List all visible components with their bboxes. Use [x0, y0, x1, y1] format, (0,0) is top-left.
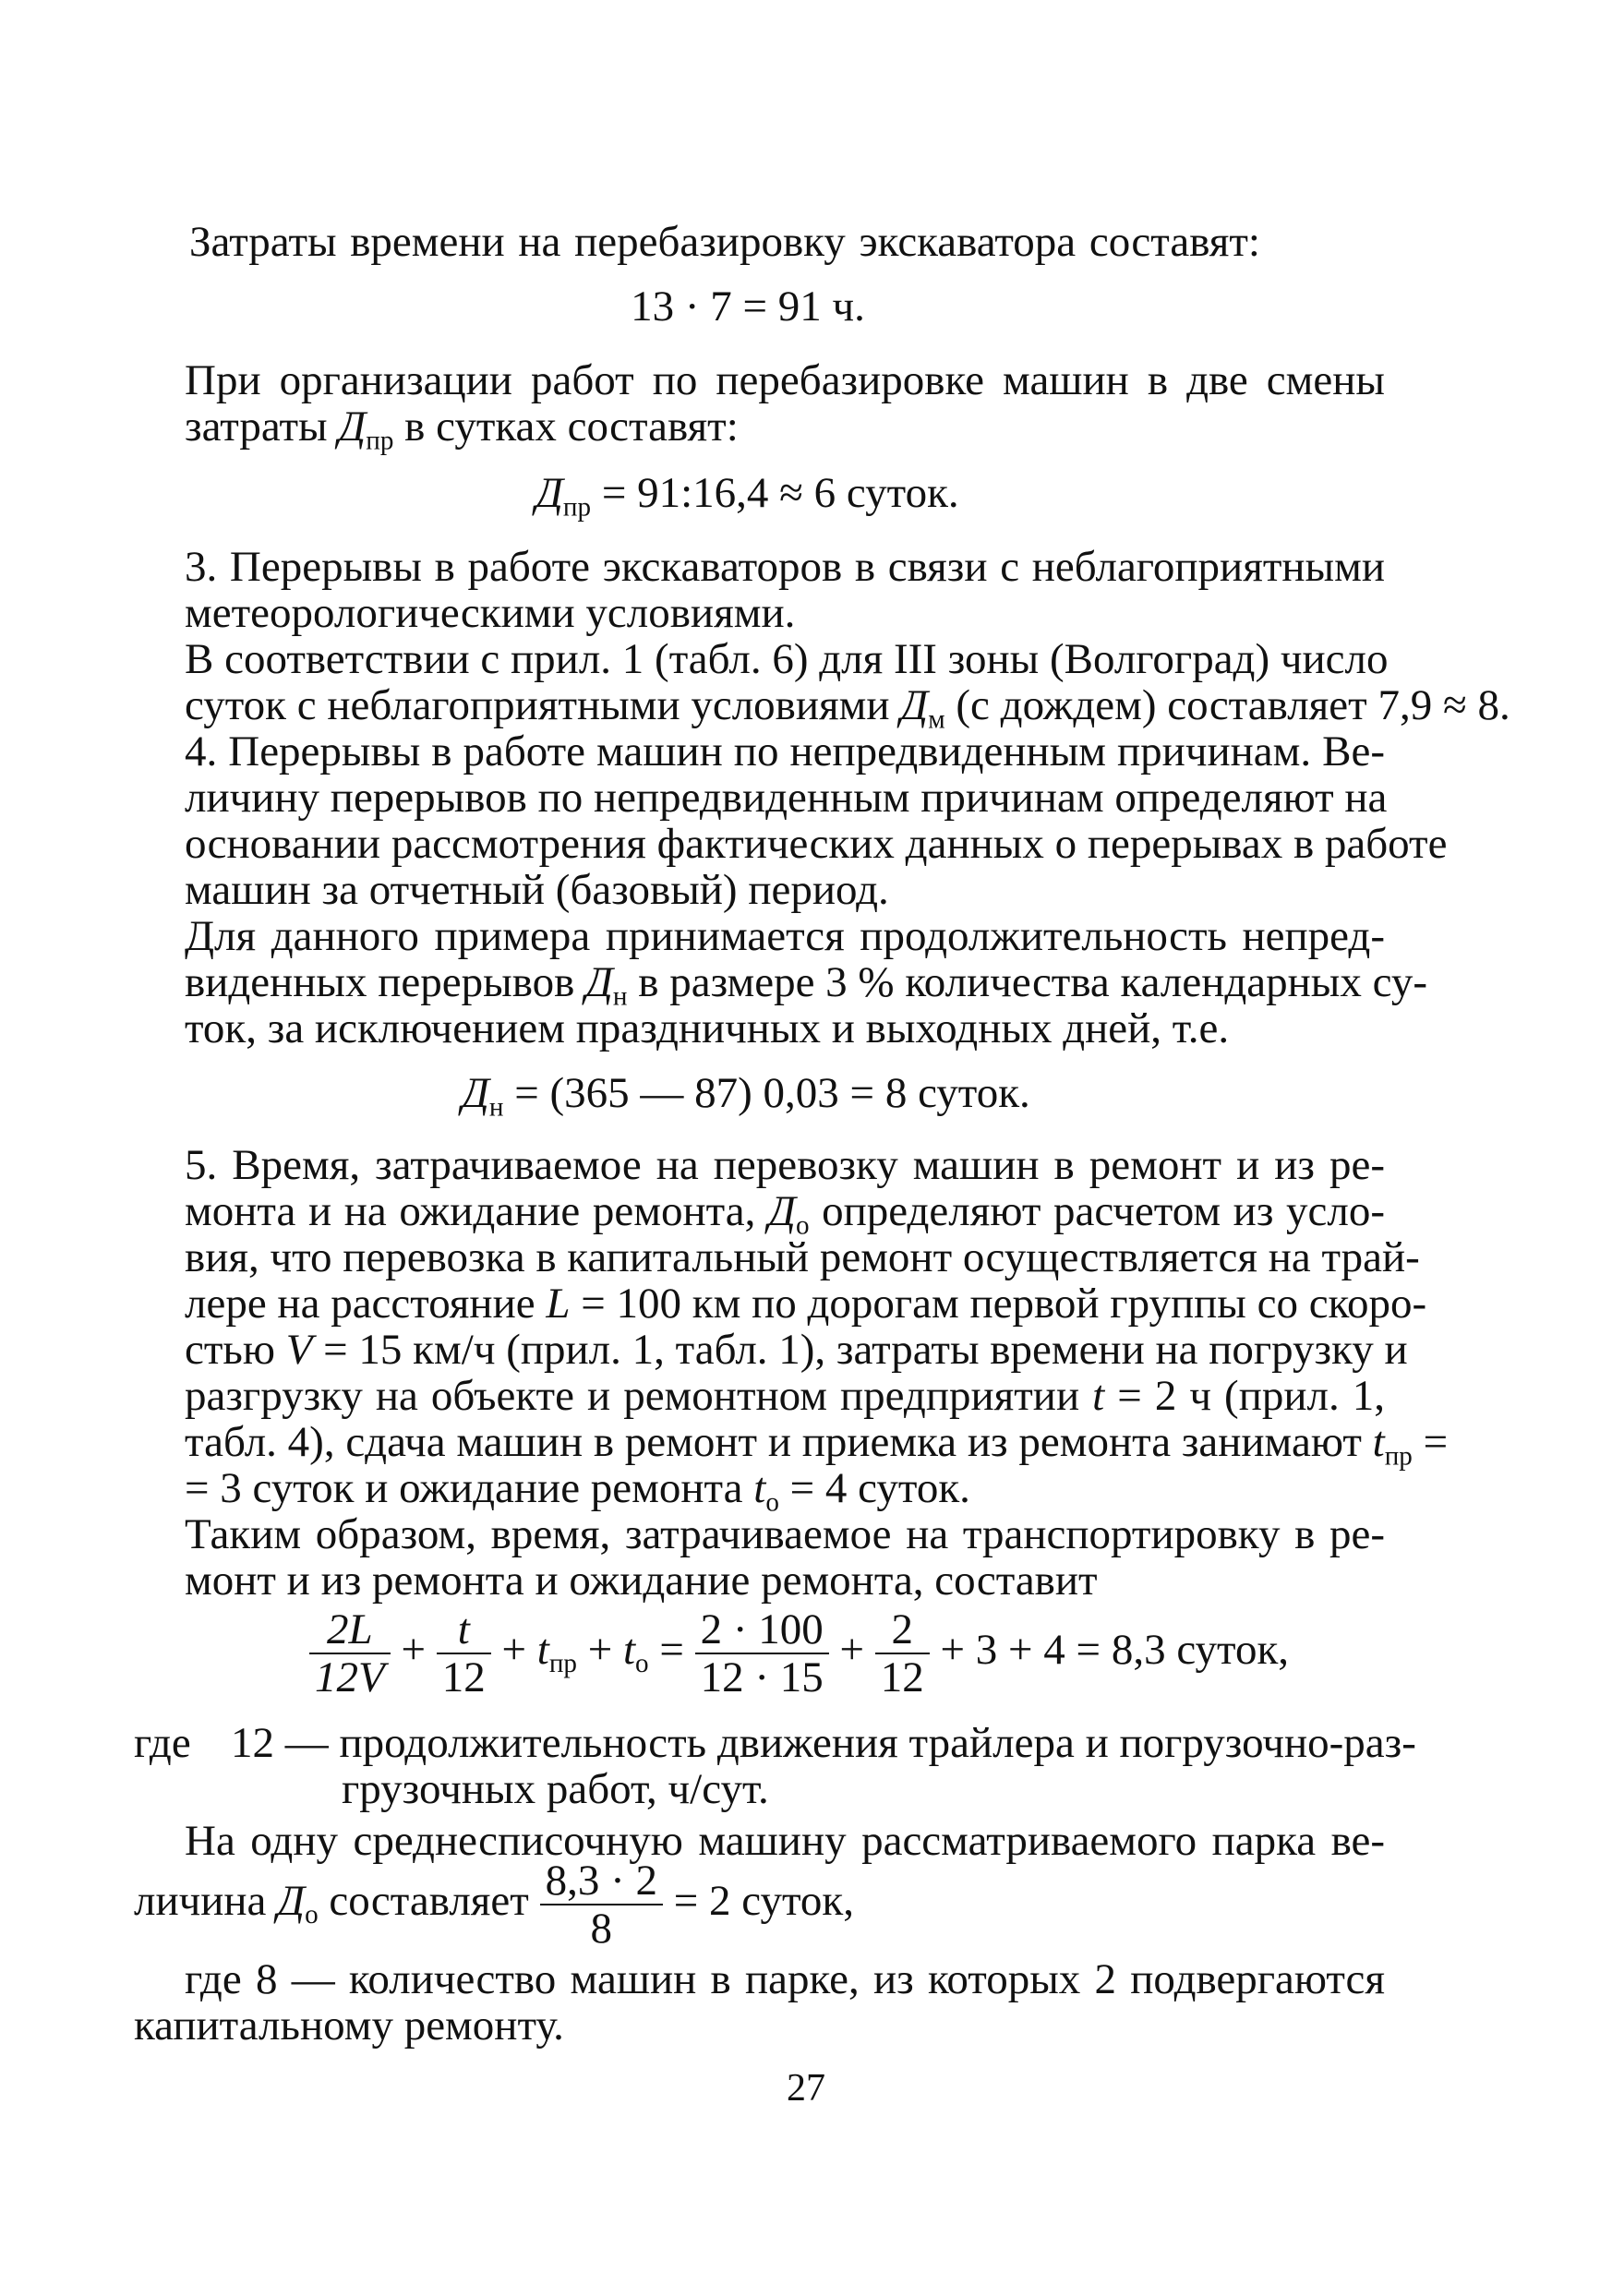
text-line: монт и из ремонта и ожидание ремонта, составит — [185, 1557, 1098, 1605]
text-line: капитальному ремонту. — [134, 2001, 564, 2050]
formula-transport-time: $\frac{2L}{12V}$ + $\frac{t}{12}$ + $t_{пр} + t_о$ = $\frac{2 \cdot 100}{12 \cdot 15}$ + $\frac{2}{12}$ + 3 + 4 = 8,3 суток, — [309, 1606, 1289, 1701]
fraction: $\frac{t}{12}$ — [437, 1606, 491, 1701]
equation: $Д_н = (365$ — 87) 0,03 = 8 суток. — [462, 1069, 1030, 1123]
text-line: табл. 4), сдача машин в ремонт и приемка из ремонта занимают $t_{пр}$ = — [185, 1418, 1449, 1472]
fraction: $\frac{2}{12}$ — [875, 1606, 930, 1701]
text-line: основании рассмотрения фактических данных о перерывах в работе — [185, 820, 1448, 868]
fraction: $\frac{2 \cdot 100}{12 \cdot 15}$ — [695, 1606, 829, 1701]
text-line: метеорологическими условиями. — [185, 589, 796, 637]
text-line: суток с неблагоприятными условиями $Д_м$ (с дождем) составляет 7,9 ≈ 8. — [185, 681, 1510, 735]
text-line: 4. Перерывы в работе машин по непредвиденным причинам. Ве- — [185, 727, 1385, 775]
text-line: затраты $Д_{пр}$ в сутках составят: — [185, 403, 739, 456]
text-line: личину перерывов по непредвиденным причинам определяют на — [185, 774, 1388, 822]
text-line: ток, за исключением праздничных и выходных дней, т.е. — [185, 1004, 1230, 1052]
page-number: 27 — [787, 2067, 825, 2110]
formula-average: личина $Д_о$ составляет $\frac{8,3 \cdot 2}{8}$ = 2 суток, — [134, 1857, 854, 1953]
text-line: Таким образом, время, затрачиваемое на транспортировку в ре- — [185, 1510, 1385, 1558]
text-line: разгрузку на объекте и ремонтном предприятии t = 2 ч (прил. 1, — [185, 1372, 1386, 1420]
equation: 13 · 7 = 91 ч. — [631, 282, 865, 331]
text-line: В соответствии с прил. 1 (табл. 6) для III зоны (Волгоград) число — [185, 635, 1389, 683]
text-line: вия, что перевозка в капитальный ремонт осуществляется на трай- — [185, 1233, 1420, 1281]
text-line: Для данного примера принимается продолжительность непред- — [185, 912, 1385, 960]
text-line: = 3 суток и ожидание ремонта $t_о = 4$ суток. — [185, 1464, 970, 1518]
text-line: На одну среднесписочную машину рассматриваемого парка ве- — [185, 1817, 1385, 1865]
equation: $Д_{пр}$ = 91:16,4 ≈ 6 суток. — [535, 469, 959, 523]
text-line: 5. Время, затрачиваемое на перевозку машин в ремонт и из ре- — [185, 1141, 1385, 1189]
text-line: монта и на ожидание ремонта, $Д_о$ определяют расчетом из усло- — [185, 1187, 1385, 1241]
text-line: 3. Перерывы в работе экскаваторов в связи с неблагоприятными — [185, 543, 1385, 591]
text-line: виденных перерывов $Д_н$ в размере 3 % количества календарных су- — [185, 958, 1428, 1012]
text-line: лере на расстояние L = 100 км по дорогам первой группы со скоро- — [185, 1280, 1427, 1328]
text-line: грузочных работ, ч/сут. — [342, 1765, 769, 1813]
fraction: $\frac{2L}{12V}$ — [309, 1606, 391, 1701]
text-line: Затраты времени на перебазировку экскаватора составят: — [189, 218, 1260, 266]
text-line: стью V = 15 км/ч (прил. 1, табл. 1), затраты времени на погрузку и — [185, 1326, 1408, 1374]
text-line: 12 — продолжительность движения трайлера и погрузочно-раз- — [231, 1719, 1416, 1767]
where-label: где — [134, 1719, 191, 1767]
text-line: При организации работ по перебазировке машин в две смены — [185, 356, 1385, 404]
text-line: где 8 — количество машин в парке, из которых 2 подвергаются — [185, 1955, 1385, 2003]
fraction: $\frac{8,3 \cdot 2}{8}$ — [540, 1857, 663, 1952]
text-line: машин за отчетный (базовый) период. — [185, 866, 889, 914]
